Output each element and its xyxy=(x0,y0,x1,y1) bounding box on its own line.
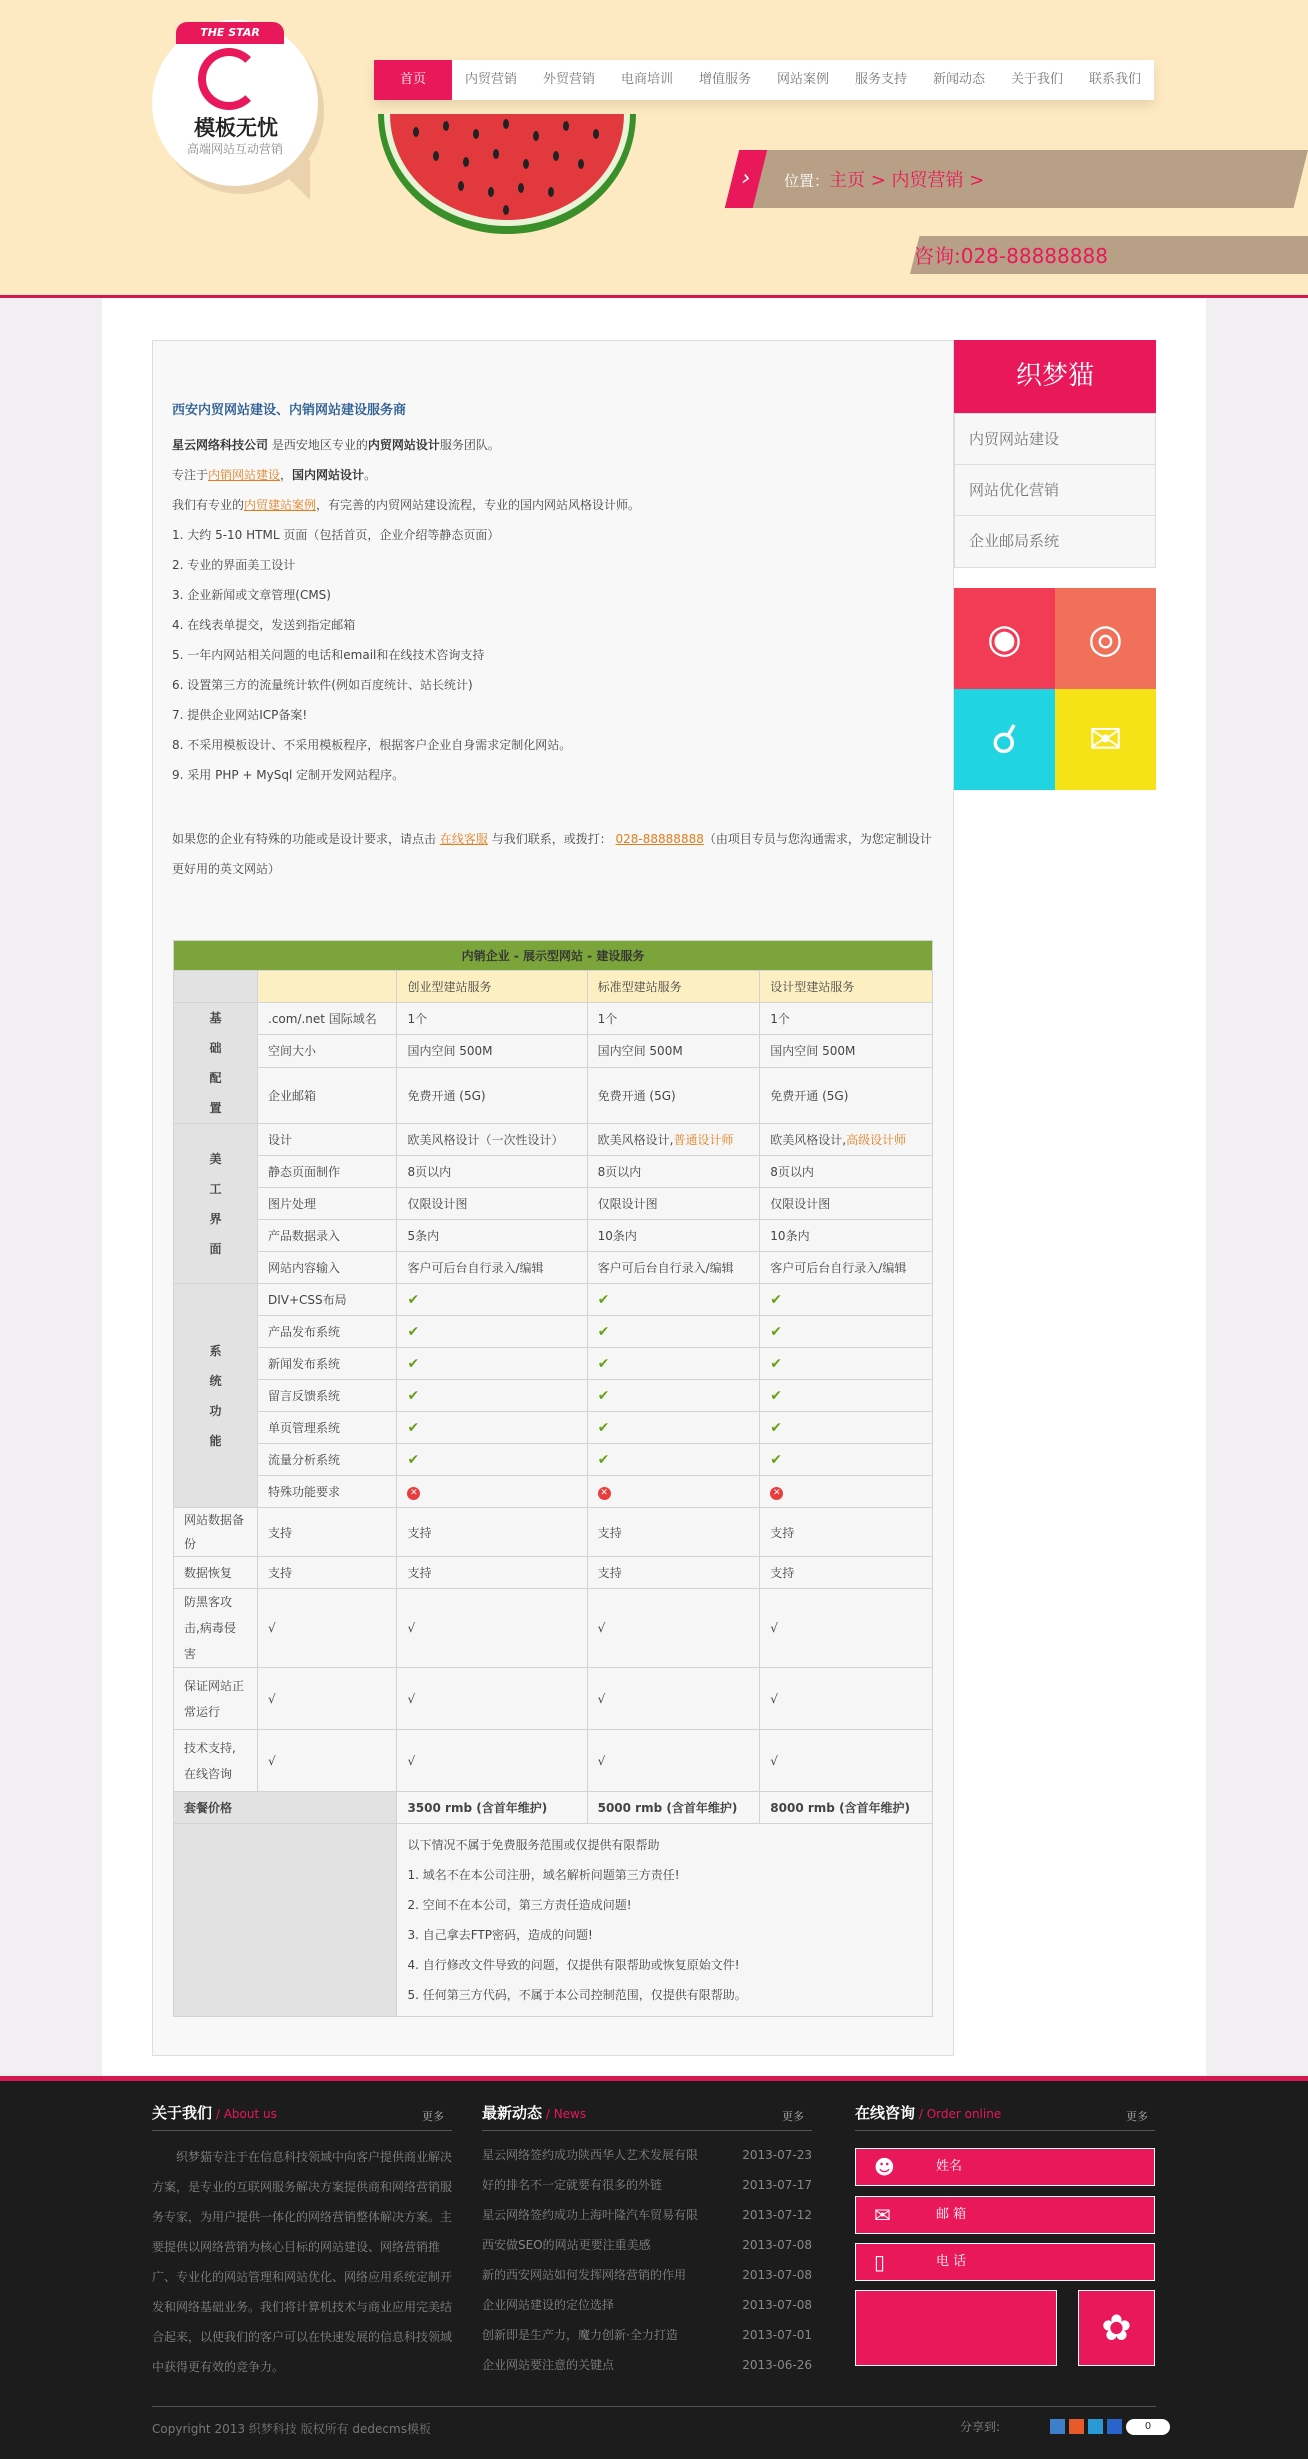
price-label: 套餐价格 xyxy=(174,1792,397,1824)
logo-subtitle: 高端网站互动营销 xyxy=(186,142,283,156)
table-row: 产品数据录入 5条内 10条内 10条内 xyxy=(174,1220,933,1252)
main-nav xyxy=(374,60,1154,100)
footer-news-title: 最新动态 / News xyxy=(482,2104,587,2122)
table-row: 网站内容输入 客户可后台自行录入/编辑 客户可后台自行录入/编辑 客户可后台自行录入/编辑 xyxy=(174,1252,933,1284)
check-icon: ✔ xyxy=(760,1316,933,1348)
share-renren-icon[interactable] xyxy=(1107,2419,1122,2434)
table-row: 单页管理系统 ✔ ✔ ✔ xyxy=(174,1412,933,1444)
sidebar-menu xyxy=(954,413,1156,568)
sidebar-item-seo[interactable]: 网站优化营销 xyxy=(955,465,1155,516)
share-tqq-icon[interactable] xyxy=(1088,2419,1103,2434)
footer-about-more-link[interactable]: 更多 xyxy=(422,2110,444,2123)
check-icon: ✔ xyxy=(587,1380,760,1412)
table-row: 美 工 界 面 设计 欧美风格设计（一次性设计） 欧美风格设计,普通设计师 欧美风格设计,高级设计师 xyxy=(174,1124,933,1156)
table-row: 网站数据备份 支持 支持 支持 支持 xyxy=(174,1508,933,1557)
phone-link[interactable]: 028-88888888 xyxy=(615,832,704,846)
contact-email-field[interactable]: ✉ 邮 箱 xyxy=(855,2196,1155,2234)
feature-item: 2. 专业的界面美工设计 xyxy=(172,558,296,572)
price-value: 8000 rmb (含首年维护) xyxy=(760,1792,933,1824)
contact-name-field[interactable]: ☻ 姓名 xyxy=(855,2148,1155,2186)
cross-icon: ✕ xyxy=(598,1487,611,1500)
plan-header: 标准型建站服务 xyxy=(587,971,760,1003)
cross-icon: ✕ xyxy=(770,1487,783,1500)
check-icon: ✔ xyxy=(760,1412,933,1444)
intro-line-1: 星云网络科技公司 是西安地区专业的内贸网站设计服务团队。 xyxy=(172,438,500,452)
divider xyxy=(152,2406,1156,2407)
check-icon: ✔ xyxy=(760,1348,933,1380)
check-icon: ✔ xyxy=(397,1444,587,1476)
notes-row xyxy=(174,1824,933,2017)
footer-contact-title: 在线咨询 / Order online xyxy=(855,2104,1002,2122)
nav-item-foreign[interactable]: 外贸营销 xyxy=(542,72,595,87)
table-row: 基 础 配 置 .com/.net 国际域名 1个 1个 1个 xyxy=(174,1003,933,1035)
group-label: 基 础 配 置 xyxy=(174,1003,258,1124)
nav-item-training[interactable]: 电商培训 xyxy=(620,72,673,87)
news-list xyxy=(482,2140,812,2380)
divider xyxy=(855,2130,1155,2131)
check-icon: ✔ xyxy=(587,1316,760,1348)
weibo-icon[interactable]: ◎ xyxy=(1055,588,1156,689)
share-count: 0 xyxy=(1126,2419,1170,2435)
nav-item-support[interactable]: 服务支持 xyxy=(854,72,907,87)
price-value: 3500 rmb (含首年维护) xyxy=(397,1792,587,1824)
news-item[interactable]: 新的西安网站如何发挥网络营销的作用 2013-07-08 xyxy=(482,2268,812,2282)
news-item[interactable]: 星云网络签约成功陕西华人艺术发展有限 2013-07-23 xyxy=(482,2148,812,2162)
social-grid xyxy=(954,588,1156,790)
intro-link-domestic[interactable]: 内销网站建设 xyxy=(208,468,281,482)
nav-item-domestic[interactable]: 内贸营销 xyxy=(464,72,517,87)
copyright: Copyright 2013 织梦科技 版权所有 dedecms模板 xyxy=(152,2422,431,2436)
nav-item-home[interactable]: 首页 xyxy=(374,60,452,100)
check-icon: ✔ xyxy=(760,1284,933,1316)
mail-icon[interactable]: ✉ xyxy=(1055,689,1156,790)
news-item[interactable]: 西安做SEO的网站更要注重美感 2013-07-08 xyxy=(482,2238,812,2252)
intro-line-3: 我们有专业的内贸建站案例，有完善的内贸网站建设流程，专业的国内网站风格设计师。 xyxy=(172,498,641,512)
logo-title: 模板无忧 xyxy=(194,116,278,140)
intro-contact-paragraph: 如果您的企业有特殊的功能或是设计要求，请点击 在线客服 与我们联系，或拨打： 028-88888888（由项目专员与您沟通需求，为您定制设计更好用的英文网站） xyxy=(172,832,932,876)
nav-item-contact[interactable]: 联系我们 xyxy=(1088,72,1141,87)
qq-icon[interactable]: ◉ xyxy=(954,588,1055,689)
divider xyxy=(482,2130,812,2131)
table-row: 特殊功能要求 ✕ ✕ ✕ xyxy=(174,1476,933,1508)
nav-item-cases[interactable]: 网站案例 xyxy=(776,72,829,87)
group-label: 美 工 界 面 xyxy=(174,1124,258,1284)
check-icon: ✔ xyxy=(587,1412,760,1444)
envelope-icon: ✉ xyxy=(874,2203,891,2227)
breadcrumb-path[interactable]: 主页 > 内贸营销 > xyxy=(829,170,985,191)
news-item[interactable]: 企业网站建设的定位选择 2013-07-08 xyxy=(482,2298,812,2312)
share-qzone-icon[interactable] xyxy=(1050,2419,1065,2434)
news-item[interactable]: 好的排名不一定就要有很多的外链 2013-07-17 xyxy=(482,2178,812,2192)
check-icon: ✔ xyxy=(397,1348,587,1380)
check-icon: ✔ xyxy=(587,1444,760,1476)
sidebar-item-domestic-site[interactable]: 内贸网站建设 xyxy=(955,414,1155,465)
header-phone: 咨询:028-88888888 xyxy=(914,244,1108,268)
plan-header: 创业型建站服务 xyxy=(397,971,587,1003)
check-icon: ✔ xyxy=(760,1380,933,1412)
feature-item: 8. 不采用模板设计、不采用模板程序，根据客户企业自身需求定制化网站。 xyxy=(172,738,572,752)
cross-icon: ✕ xyxy=(407,1487,420,1500)
table-row: 新闻发布系统 ✔ ✔ ✔ xyxy=(174,1348,933,1380)
price-row xyxy=(174,1792,933,1824)
check-icon: ✔ xyxy=(587,1284,760,1316)
news-item[interactable]: 创新即是生产力，魔力创新·全力打造 2013-07-01 xyxy=(482,2328,812,2342)
footer-news-more-link[interactable]: 更多 xyxy=(782,2110,804,2123)
nav-item-news[interactable]: 新闻动态 xyxy=(932,72,985,87)
table-row: 流量分析系统 ✔ ✔ ✔ xyxy=(174,1444,933,1476)
table-row: 静态页面制作 8页以内 8页以内 8页以内 xyxy=(174,1156,933,1188)
table-row: 留言反馈系统 ✔ ✔ ✔ xyxy=(174,1380,933,1412)
intro-line-2: 专注于内销网站建设，国内网站设计。 xyxy=(172,468,377,482)
footer-about-text: 织梦猫专注于在信息科技领域中向客户提供商业解决方案，是专业的互联网服务解决方案提供商和网络营销服务专家，为用户提供一体化的网络营销整体解决方案。主要提供以网络营销为核心目标的网站建设、网络营销推广、专业化的网站管理和网站优化、网络应用系统定制开发和网络基础业务。我们将计算机技术与商业应用完美结合起来，以使我们的客户可以在快速发展的信息科技领域中获得更有效的竞争力。 xyxy=(152,2150,453,2374)
check-icon: ✔ xyxy=(397,1380,587,1412)
location-arrow-icon: › xyxy=(725,150,767,208)
intro-link-cases[interactable]: 内贸建站案例 xyxy=(244,498,317,512)
feature-item: 4. 在线表单提交，发送到指定邮箱 xyxy=(172,618,356,632)
check-icon: ✔ xyxy=(760,1444,933,1476)
table-row: 防黑客攻击,病毒侵害 √ √ √ √ xyxy=(174,1589,933,1668)
online-service-link[interactable]: 在线客服 xyxy=(439,832,488,846)
table-row: 系 统 功 能 DIV+CSS布局 ✔ ✔ ✔ xyxy=(174,1284,933,1316)
mobile-icon: ▯ xyxy=(874,2250,886,2274)
table-row: 保证网站正常运行 √ √ √ √ xyxy=(174,1668,933,1730)
table-row: 企业邮箱 免费开通 (5G) 免费开通 (5G) 免费开通 (5G) xyxy=(174,1067,933,1123)
news-item[interactable]: 企业网站要注意的关键点 2013-06-26 xyxy=(482,2358,812,2372)
table-row: 图片处理 仅限设计图 仅限设计图 仅限设计图 xyxy=(174,1188,933,1220)
share-weibo-icon[interactable] xyxy=(1069,2419,1084,2434)
logo-mark-icon xyxy=(198,48,260,110)
feature-item: 5. 一年内网站相关问题的电话和email和在线技术咨询支持 xyxy=(172,648,485,662)
pricing-table xyxy=(173,940,933,2017)
table-row: 技术支持,在线咨询 √ √ √ √ xyxy=(174,1730,933,1792)
check-icon: ✔ xyxy=(397,1284,587,1316)
paw-submit-icon[interactable]: ✿ xyxy=(1078,2290,1155,2366)
tencent-weibo-icon[interactable]: ☌ xyxy=(954,689,1055,790)
share-label: 分享到: xyxy=(960,2420,1001,2434)
divider xyxy=(152,2130,452,2131)
feature-item: 9. 采用 PHP + MySql 定制开发网站程序。 xyxy=(172,768,405,782)
price-value: 5000 rmb (含首年维护) xyxy=(587,1792,760,1824)
check-icon: ✔ xyxy=(397,1316,587,1348)
users-icon: ☻ xyxy=(874,2155,895,2179)
sidebar-item-mail[interactable]: 企业邮局系统 xyxy=(969,532,1060,550)
footer-contact-more-link[interactable]: 更多 xyxy=(1126,2110,1148,2123)
news-item[interactable]: 星云网络签约成功上海叶隆汽车贸易有限 2013-07-12 xyxy=(482,2208,812,2222)
feature-item: 6. 设置第三方的流量统计软件(例如百度统计、站长统计) xyxy=(172,678,473,692)
logo-star-label: THE STAR xyxy=(176,22,284,44)
footer-about-title: 关于我们 / About us xyxy=(152,2104,277,2122)
intro-heading: 西安内贸网站建设、内销网站建设服务商 xyxy=(172,403,407,418)
breadcrumb-label: 位置： xyxy=(784,172,830,190)
group-label: 系 统 功 能 xyxy=(174,1284,258,1508)
feature-item: 3. 企业新闻或文章管理(CMS) xyxy=(172,588,331,602)
table-caption: 内销企业 - 展示型网站 - 建设服务 xyxy=(174,941,933,971)
watermelon-banner-image xyxy=(376,112,638,236)
check-icon: ✔ xyxy=(397,1412,587,1444)
table-row: 空间大小 国内空间 500M 国内空间 500M 国内空间 500M xyxy=(174,1035,933,1067)
feature-item: 1. 大约 5-10 HTML 页面（包括首页，企业介绍等静态页面） xyxy=(172,528,500,542)
breadcrumb xyxy=(784,166,984,192)
notes-cell: 以下情况不属于免费服务范围或仅提供有限帮助 1. 域名不在本公司注册，域名解析问题第三方责任! 2. 空间不在本公司，第三方责任造成问题! 3. 自己拿去FTP密码，造成的问题! 4. 自行修改文件导致的问题，仅提供有限帮助或恢复原始文件! 5. 任何第三方代码，不属于本公司控制范围，仅提供有限帮助。 xyxy=(397,1824,933,2017)
feature-item: 7. 提供企业网站ICP备案! xyxy=(172,708,308,722)
check-icon: ✔ xyxy=(587,1348,760,1380)
table-row: 数据恢复 支持 支持 支持 支持 xyxy=(174,1557,933,1589)
plan-header: 设计型建站服务 xyxy=(760,971,933,1003)
nav-item-services[interactable]: 增值服务 xyxy=(698,72,751,87)
nav-item-about[interactable]: 关于我们 xyxy=(1010,72,1063,87)
share-bar xyxy=(960,2418,1170,2435)
table-row: 产品发布系统 ✔ ✔ ✔ xyxy=(174,1316,933,1348)
sidebar-title: 织梦猫 xyxy=(954,340,1156,413)
contact-phone-field[interactable]: ▯ 电 话 xyxy=(855,2243,1155,2281)
intro-text xyxy=(172,396,932,884)
contact-message-box[interactable] xyxy=(855,2290,1057,2366)
